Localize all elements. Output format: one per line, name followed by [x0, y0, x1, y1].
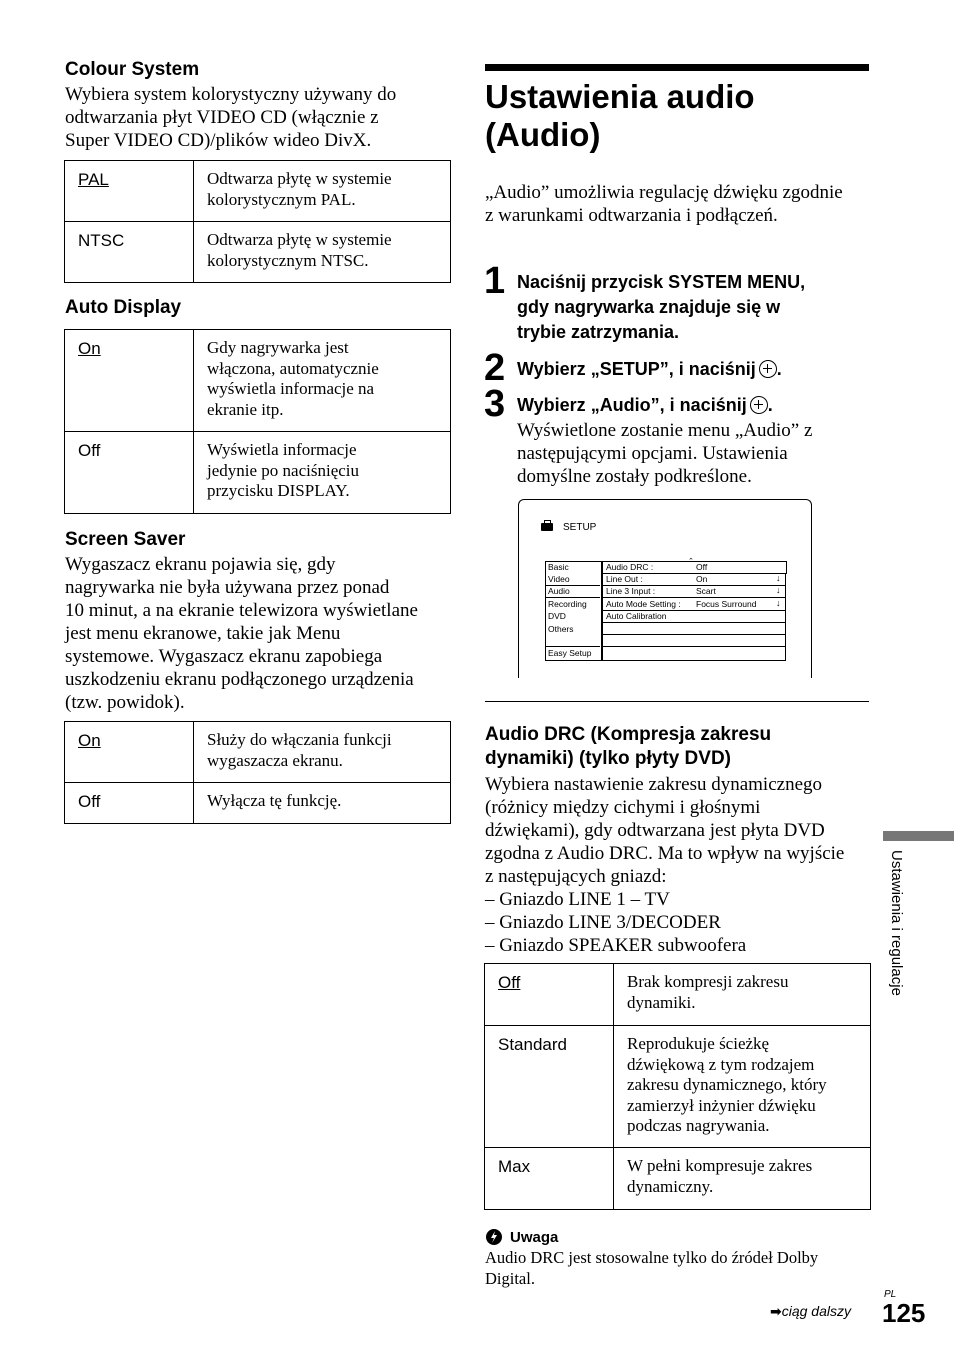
colour-system-table [64, 160, 451, 283]
category-video[interactable]: Video [548, 574, 570, 584]
toolbox-icon [541, 523, 553, 531]
step-text: Naciśnij przycisk SYSTEM MENU, gdy nagrywarka znajduje się w trybie zatrzymania. [517, 272, 806, 342]
option-value: Odtwarza płytę w systemie kolorystycznym NTSC. [194, 222, 451, 283]
setting-value: Off [696, 562, 708, 572]
up-arrow-icon: ⌃ [688, 558, 694, 565]
down-arrow-icon: ↓ [776, 573, 781, 583]
setting-label[interactable]: Auto Mode Setting : [606, 599, 681, 609]
step-text: Wybierz „SETUP”, i naciśnij . [517, 359, 782, 379]
page-title: Ustawienia audio (Audio) [485, 78, 755, 153]
step-number: 1 [484, 260, 506, 302]
setting-label[interactable]: Audio DRC : [606, 562, 654, 572]
option-key: Max [485, 1148, 614, 1210]
option-key: Standard [485, 1026, 614, 1148]
note-label: Uwaga [510, 1229, 559, 1246]
note-icon [486, 1229, 502, 1245]
enter-button-icon [750, 396, 768, 414]
down-arrow-icon: ↓ [776, 585, 781, 595]
option-key: On [65, 722, 194, 783]
side-tab-label: Ustawienia i regulacje [888, 850, 905, 996]
step-text: Wybierz „Audio”, i naciśnij . [517, 395, 773, 415]
option-value: Służy do włączania funkcji wygaszacza ekranu. [194, 722, 451, 783]
enter-button-icon [759, 360, 777, 378]
title-rule [485, 64, 869, 71]
option-key: NTSC [65, 222, 194, 283]
setting-label[interactable]: Auto Calibration [606, 611, 667, 621]
table-row [485, 964, 871, 1026]
table-row [65, 222, 451, 283]
table-row [485, 1026, 871, 1148]
auto-display-heading: Auto Display [65, 297, 182, 318]
option-value: Wyświetla informacje jedynie po naciśnięciu przycisku DISPLAY. [194, 432, 451, 514]
screen-saver-table [64, 721, 451, 824]
option-value: Wyłącza tę funkcję. [194, 783, 451, 824]
colour-system-heading: Colour System [65, 59, 200, 80]
table-row [65, 783, 451, 824]
category-recording[interactable]: Recording [548, 599, 587, 609]
setting-value: On [696, 574, 708, 584]
category-audio[interactable]: Audio [548, 586, 570, 596]
setting-label[interactable]: Line 3 Input : [606, 586, 656, 596]
menu-title: SETUP [563, 522, 597, 533]
audio-drc-table [484, 963, 871, 1210]
table-row [65, 722, 451, 783]
category-basic[interactable]: Basic [548, 562, 569, 572]
page-number: 125 [882, 1298, 926, 1328]
setting-label[interactable]: Line Out : [606, 574, 643, 584]
table-row [65, 432, 451, 514]
option-key: PAL [65, 161, 194, 222]
option-value: Gdy nagrywarka jest włączona, automatycznie wyświetla informacje na ekranie itp. [194, 330, 451, 432]
step-number: 3 [484, 383, 506, 425]
table-row [65, 161, 451, 222]
screen-saver-description: Wygaszacz ekranu pojawia się, gdy nagrywarka nie była używana przez ponad 10 minut, a na ekranie telewizora wyświetlane jest menu ekranowe, takie jak Menu systemowe. Wygaszacz ekranu zapobiega uszkodzeniu ekranu podłączonego urządzenia (tzw. powidok). [65, 554, 418, 713]
down-arrow-icon: ↓ [776, 598, 781, 608]
section-tab-marker [883, 831, 954, 841]
category-others[interactable]: Others [548, 624, 574, 634]
colour-system-description: Wybiera system kolorystyczny używany do odtwarzania płyt VIDEO CD (włącznie z Super VIDEO CD)/plików wideo DivX. [65, 84, 397, 151]
intro-text: „Audio” umożliwia regulację dźwięku zgodnie z warunkami odtwarzania i podłączeń. [485, 182, 843, 226]
option-value: Brak kompresji zakresu dynamiki. [614, 964, 871, 1026]
option-key: Off [65, 432, 194, 514]
table-row [65, 330, 451, 432]
option-key: Off [485, 964, 614, 1026]
table-row [485, 1148, 871, 1210]
setting-value: Focus Surround [696, 599, 757, 609]
audio-drc-heading: Audio DRC (Kompresja zakresu dynamiki) (tylko płyty DVD) [485, 724, 772, 769]
section-divider [485, 701, 869, 702]
continued-note: ➡ciąg dalszy [770, 1303, 851, 1319]
note-text: Audio DRC jest stosowalne tylko do źródeł Dolby Digital. [485, 1248, 819, 1288]
step-number: 2 [484, 347, 506, 389]
screen-saver-heading: Screen Saver [65, 529, 186, 550]
option-key: Off [65, 783, 194, 824]
option-value: W pełni kompresuje zakres dynamiczny. [614, 1148, 871, 1210]
right-arrow-icon: ➡ [770, 1303, 782, 1319]
step-description: Wyświetlone zostanie menu „Audio” z następującymi opcjami. Ustawienia domyślne zostały podkreślone. [517, 420, 813, 487]
setup-menu-screenshot [518, 499, 812, 677]
audio-drc-description: Wybiera nastawienie zakresu dynamicznego (różnicy między cichymi i głośnymi dźwiękami), gdy odtwarzana jest płyta DVD zgodna z Audio DRC. Ma to wpływ na wyjście z następujących gniazd: – Gniazdo LINE 1 – TV – Gniazdo LINE 3/DECODER – Gniazdo SPEAKER subwoofera [485, 774, 845, 956]
auto-display-table [64, 329, 451, 514]
option-key: On [65, 330, 194, 432]
option-value: Reprodukuje ścieżkę dźwiękową z tym rodzajem zakresu dynamicznego, który zamierzył inżynier dźwięku podczas nagrywania. [614, 1026, 871, 1148]
category-dvd[interactable]: DVD [548, 611, 566, 621]
category-easy-setup[interactable]: Easy Setup [548, 648, 592, 658]
language-code: PL [884, 1289, 897, 1300]
setting-value: Scart [696, 586, 716, 596]
option-value: Odtwarza płytę w systemie kolorystycznym PAL. [194, 161, 451, 222]
